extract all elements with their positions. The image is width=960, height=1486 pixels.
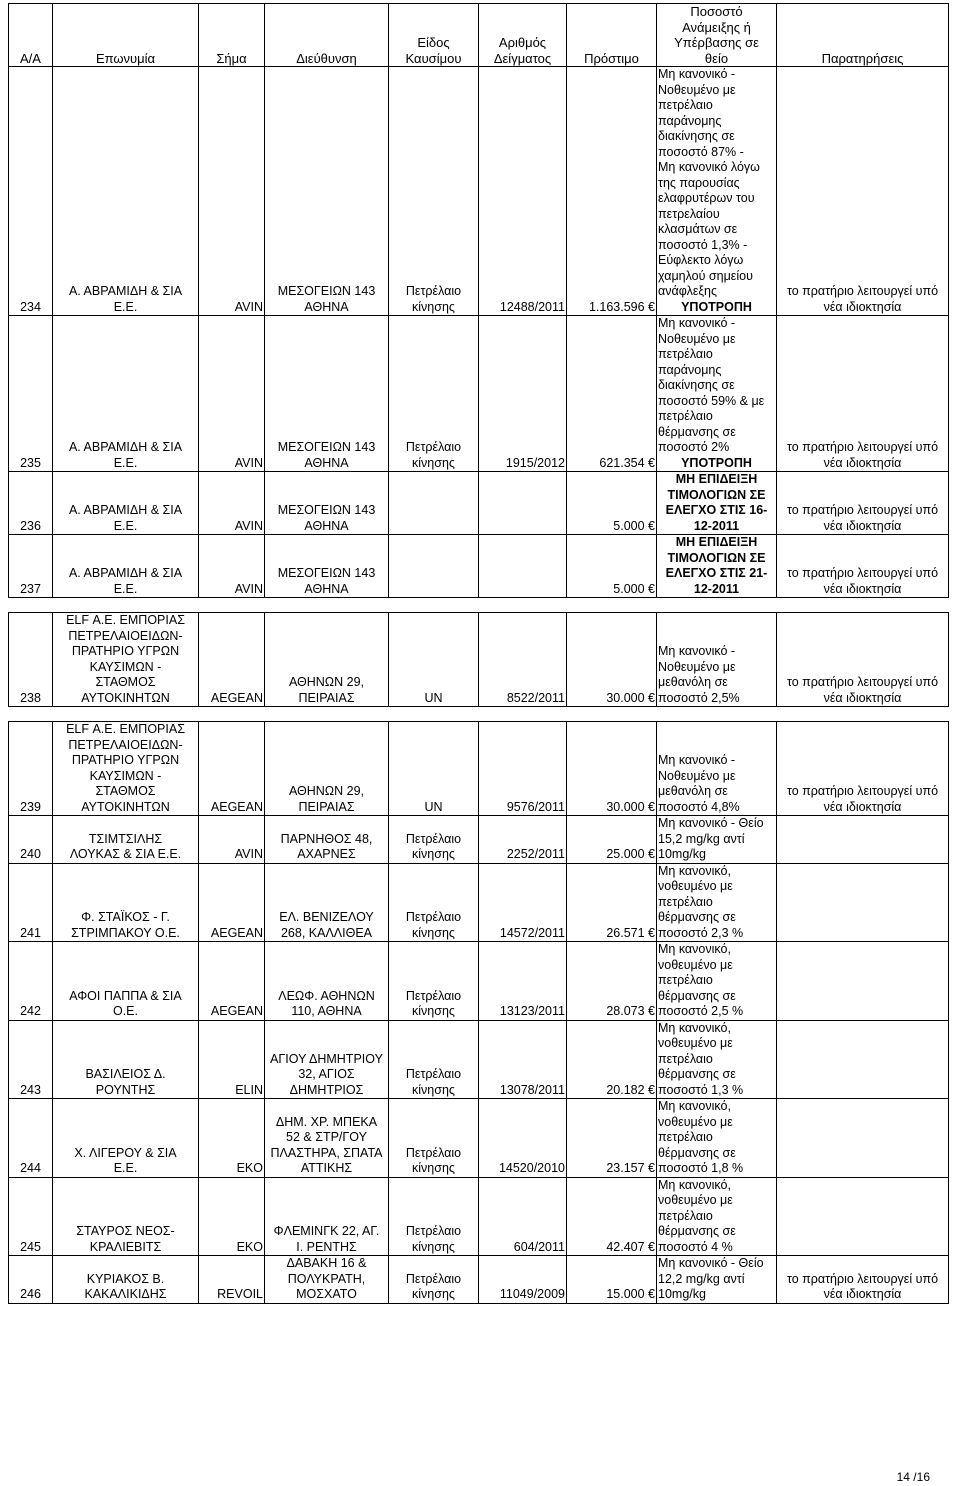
sample-number-cell: [479, 535, 567, 598]
table-row: [9, 613, 949, 707]
percentage-cell: [657, 722, 777, 816]
fine-value: 23.157: [606, 1161, 649, 1175]
row-number-cell: 241: [9, 863, 53, 942]
row-number-cell: 238: [9, 613, 53, 707]
euro-icon: €: [648, 1161, 655, 1175]
percentage-cell: [657, 316, 777, 472]
percentage-bold-text: ΜΗ ΕΠΙΔΕΙΞΗ ΤΙΜΟΛΟΓΙΩΝ ΣΕ ΕΛΕΓΧΟ ΣΤΙΣ 21- 12-2011: [665, 535, 768, 596]
percentage-cell: [657, 613, 777, 707]
fine-amount-cell: [567, 472, 657, 535]
table-row: [9, 863, 949, 942]
fine-value: 621.354: [599, 455, 649, 470]
brand-cell: AVIN: [199, 535, 265, 598]
percentage-text: Μη κανονικό, νοθευμένο με πετρέλαιο θέρμανσης σε ποσοστό 1,8 %: [658, 1099, 744, 1175]
fine-amount-cell: [567, 1020, 657, 1099]
fuel-type-cell: Πετρέλαιο κίνησης: [389, 1099, 479, 1178]
row-number-cell: 244: [9, 1099, 53, 1178]
sample-number-cell: 14520/2010: [479, 1099, 567, 1178]
sample-number-cell: [479, 472, 567, 535]
notes-cell: το πρατήριο λειτουργεί υπό νέα ιδιοκτησία: [777, 1256, 949, 1304]
fuel-type-cell: Πετρέλαιο κίνησης: [389, 1177, 479, 1256]
fuel-type-cell: [389, 472, 479, 535]
percentage-text: Μη κανονικό, νοθευμένο με πετρέλαιο θέρμανσης σε ποσοστό 2,3 %: [658, 863, 744, 940]
fine-amount-cell: [567, 535, 657, 598]
fine-value: 1.163.596: [588, 299, 649, 314]
notes-cell: [777, 1177, 949, 1256]
percentage-text: Μη κανονικό - Θείο 15,2 mg/kg αντί 10mg/kg: [658, 816, 764, 861]
sample-number-cell: 1915/2012: [479, 316, 567, 472]
header-cell: Πρόστιμο: [567, 4, 657, 67]
fine-value: 5.000: [613, 581, 649, 596]
fuel-type-cell: UN: [389, 722, 479, 816]
company-name-cell: Α. ΑΒΡΑΜΙΔΗ & ΣΙΑ Ε.Ε.: [53, 472, 199, 535]
table-row: [9, 1020, 949, 1099]
row-number-cell: 242: [9, 942, 53, 1021]
row-number-cell: 240: [9, 816, 53, 864]
fine-value: 26.571: [606, 925, 649, 940]
page-number: 14 /16: [896, 1470, 930, 1484]
row-number-cell: 236: [9, 472, 53, 535]
sample-number-cell: 11049/2009: [479, 1256, 567, 1304]
fine-amount-cell: [567, 942, 657, 1021]
percentage-cell: [657, 863, 777, 942]
fine-amount-cell: [567, 722, 657, 816]
euro-icon: €: [648, 299, 655, 314]
percentage-bold-text: ΜΗ ΕΠΙΔΕΙΞΗ ΤΙΜΟΛΟΓΙΩΝ ΣΕ ΕΛΕΓΧΟ ΣΤΙΣ 16- 12-2011: [665, 472, 768, 533]
notes-cell: το πρατήριο λειτουργεί υπό νέα ιδιοκτησία: [777, 535, 949, 598]
table-row: [9, 942, 949, 1021]
header-cell: Επωνυμία: [53, 4, 199, 67]
brand-cell: AVIN: [199, 816, 265, 864]
percentage-cell: [657, 1099, 777, 1178]
notes-cell: το πρατήριο λειτουργεί υπό νέα ιδιοκτησία: [777, 316, 949, 472]
euro-icon: €: [648, 518, 655, 533]
notes-cell: [777, 1020, 949, 1099]
notes-cell: το πρατήριο λειτουργεί υπό νέα ιδιοκτησία: [777, 613, 949, 707]
company-name-cell: ELF Α.Ε. ΕΜΠΟΡΙΑΣ ΠΕΤΡΕΛΑΙΟΕΙΔΩΝ- ΠΡΑΤΗΡΙΟ ΥΓΡΩΝ ΚΑΥΣΙΜΩΝ - ΣΤΑΘΜΟΣ ΑΥΤΟΚΙΝΗΤΩΝ: [53, 613, 199, 707]
sample-number-cell: 13078/2011: [479, 1020, 567, 1099]
table-row: [9, 1256, 949, 1304]
address-cell: ΑΓΙΟΥ ΔΗΜΗΤΡΙΟΥ 32, ΑΓΙΟΣ ΔΗΜΗΤΡΙΟΣ: [265, 1020, 389, 1099]
percentage-text: Μη κανονικό - Νοθευμένο με μεθανόλη σε ποσοστό 2,5%: [658, 644, 740, 705]
row-number-cell: 246: [9, 1256, 53, 1304]
fine-value: 30.000: [606, 799, 649, 814]
sample-number-cell: 2252/2011: [479, 816, 567, 864]
percentage-cell: [657, 1177, 777, 1256]
address-cell: ΕΛ. ΒΕΝΙΖΕΛΟΥ 268, ΚΑΛΛΙΘΕΑ: [265, 863, 389, 942]
company-name-cell: ΑΦΟΙ ΠΑΠΠΑ & ΣΙΑ Ο.Ε.: [53, 942, 199, 1021]
brand-cell: AEGEAN: [199, 863, 265, 942]
fine-value: 42.407: [606, 1239, 649, 1254]
percentage-text: Μη κανονικό - Νοθευμένο με μεθανόλη σε ποσοστό 4,8%: [658, 753, 740, 814]
table-row: [9, 722, 949, 816]
table-row: [9, 1099, 949, 1178]
fine-amount-cell: [567, 1256, 657, 1304]
header-cell: Είδος Καυσίμου: [389, 4, 479, 67]
company-name-cell: ΚΥΡΙΑΚΟΣ Β. ΚΑΚΑΛΙΚΙΔΗΣ: [53, 1256, 199, 1304]
spacer-row: [9, 598, 949, 613]
address-cell: ΛΕΩΦ. ΑΘΗΝΩΝ 110, ΑΘΗΝΑ: [265, 942, 389, 1021]
percentage-text: Μη κανονικό, νοθευμένο με πετρέλαιο θέρμανσης σε ποσοστό 1,3 %: [658, 1020, 744, 1097]
company-name-cell: ELF Α.Ε. ΕΜΠΟΡΙΑΣ ΠΕΤΡΕΛΑΙΟΕΙΔΩΝ- ΠΡΑΤΗΡΙΟ ΥΓΡΩΝ ΚΑΥΣΙΜΩΝ - ΣΤΑΘΜΟΣ ΑΥΤΟΚΙΝΗΤΩΝ: [53, 722, 199, 816]
fuel-type-cell: Πετρέλαιο κίνησης: [389, 1256, 479, 1304]
table-row: [9, 67, 949, 316]
percentage-text: Μη κανονικό, νοθευμένο με πετρέλαιο θέρμανσης σε ποσοστό 2,5 %: [658, 942, 744, 1018]
header-cell: Α/Α: [9, 4, 53, 67]
fine-value: 20.182: [606, 1082, 649, 1097]
header-row: [9, 4, 949, 67]
notes-cell: [777, 816, 949, 864]
company-name-cell: Α. ΑΒΡΑΜΙΔΗ & ΣΙΑ Ε.Ε.: [53, 67, 199, 316]
percentage-text: Μη κανονικό - Θείο 12,2 mg/kg αντί 10mg/kg: [658, 1256, 764, 1301]
brand-cell: AEGEAN: [199, 722, 265, 816]
brand-cell: AEGEAN: [199, 613, 265, 707]
fuel-type-cell: Πετρέλαιο κίνησης: [389, 816, 479, 864]
fine-value: 5.000: [613, 518, 649, 533]
percentage-cell: [657, 816, 777, 864]
table-row: [9, 472, 949, 535]
notes-cell: [777, 942, 949, 1021]
company-name-cell: Α. ΑΒΡΑΜΙΔΗ & ΣΙΑ Ε.Ε.: [53, 535, 199, 598]
fine-amount-cell: [567, 1099, 657, 1178]
fine-value: 25.000: [606, 847, 649, 861]
address-cell: ΑΘΗΝΩΝ 29, ΠΕΙΡΑΙΑΣ: [265, 722, 389, 816]
header-cell: Παρατηρήσεις: [777, 4, 949, 67]
spacer-cell: [9, 707, 949, 722]
euro-icon: €: [648, 925, 655, 940]
fuel-type-cell: Πετρέλαιο κίνησης: [389, 863, 479, 942]
address-cell: ΔΑΒΑΚΗ 16 & ΠΟΛΥΚΡΑΤΗ, ΜΟΣΧΑΤΟ: [265, 1256, 389, 1304]
fine-value: 28.073: [606, 1004, 649, 1018]
euro-icon: €: [648, 455, 655, 470]
percentage-text: Μη κανονικό, νοθευμένο με πετρέλαιο θέρμανσης σε ποσοστό 4 %: [658, 1177, 736, 1254]
fine-value: 30.000: [606, 690, 649, 705]
header-cell: Σήμα: [199, 4, 265, 67]
row-number-cell: 235: [9, 316, 53, 472]
fine-value: 15.000: [606, 1287, 649, 1301]
sample-number-cell: 604/2011: [479, 1177, 567, 1256]
company-name-cell: Χ. ΛΙΓΕΡΟΥ & ΣΙΑ Ε.Ε.: [53, 1099, 199, 1178]
notes-cell: [777, 863, 949, 942]
percentage-cell: [657, 535, 777, 598]
address-cell: ΑΘΗΝΩΝ 29, ΠΕΙΡΑΙΑΣ: [265, 613, 389, 707]
fine-amount-cell: [567, 816, 657, 864]
address-cell: ΜΕΣΟΓΕΙΩΝ 143 ΑΘΗΝΑ: [265, 472, 389, 535]
percentage-text: Μη κανονικό - Νοθευμένο με πετρέλαιο παράνομης διακίνησης σε ποσοστό 87% - Μη κανονικό λόγω της παρουσίας ελαφρυτέρων του πετρελαίου κλασμάτων σε ποσοστό 1,3% - Εύφλεκτο λόγω χαμηλού σημείου ανάφλεξης: [658, 67, 760, 298]
row-number-cell: 237: [9, 535, 53, 598]
fuel-type-cell: Πετρέλαιο κίνησης: [389, 67, 479, 316]
address-cell: ΦΛΕΜΙΝΓΚ 22, ΑΓ. Ι. ΡΕΝΤΗΣ: [265, 1177, 389, 1256]
fine-amount-cell: [567, 1177, 657, 1256]
notes-cell: το πρατήριο λειτουργεί υπό νέα ιδιοκτησία: [777, 722, 949, 816]
company-name-cell: ΒΑΣΙΛΕΙΟΣ Δ. ΡΟΥΝΤΗΣ: [53, 1020, 199, 1099]
percentage-bold-text: ΥΠΟΤΡΟΠΗ: [681, 299, 752, 314]
address-cell: ΠΑΡΝΗΘΟΣ 48, ΑΧΑΡΝΕΣ: [265, 816, 389, 864]
brand-cell: REVOIL: [199, 1256, 265, 1304]
percentage-cell: [657, 942, 777, 1021]
notes-cell: το πρατήριο λειτουργεί υπό νέα ιδιοκτησία: [777, 472, 949, 535]
brand-cell: EKO: [199, 1177, 265, 1256]
sample-number-cell: 12488/2011: [479, 67, 567, 316]
company-name-cell: ΤΣΙΜΤΣΙΛΗΣ ΛΟΥΚΑΣ & ΣΙΑ Ε.Ε.: [53, 816, 199, 864]
spacer-row: [9, 707, 949, 722]
percentage-cell: [657, 67, 777, 316]
table-row: [9, 1177, 949, 1256]
percentage-bold-text: ΥΠΟΤΡΟΠΗ: [681, 455, 752, 470]
percentage-cell: [657, 1020, 777, 1099]
percentage-cell: [657, 1256, 777, 1304]
sample-number-cell: 14572/2011: [479, 863, 567, 942]
company-name-cell: ΣΤΑΥΡΟΣ ΝΕΟΣ- ΚΡΑΛΙΕΒΙΤΣ: [53, 1177, 199, 1256]
euro-icon: €: [648, 1239, 655, 1254]
fuel-type-cell: [389, 535, 479, 598]
address-cell: ΜΕΣΟΓΕΙΩΝ 143 ΑΘΗΝΑ: [265, 316, 389, 472]
brand-cell: AVIN: [199, 316, 265, 472]
percentage-text: Μη κανονικό - Νοθευμένο με πετρέλαιο παράνομης διακίνησης σε ποσοστό 59% & με πετρέλαιο θέρμανσης σε ποσοστό 2%: [658, 316, 765, 454]
euro-icon: €: [648, 581, 655, 596]
euro-icon: €: [648, 847, 655, 861]
fuel-type-cell: Πετρέλαιο κίνησης: [389, 1020, 479, 1099]
fine-amount-cell: [567, 67, 657, 316]
notes-cell: [777, 1099, 949, 1178]
row-number-cell: 234: [9, 67, 53, 316]
row-number-cell: 239: [9, 722, 53, 816]
brand-cell: ELIN: [199, 1020, 265, 1099]
company-name-cell: Φ. ΣΤΑΪΚΟΣ - Γ. ΣΤΡΙΜΠΑΚΟΥ Ο.Ε.: [53, 863, 199, 942]
header-cell: Ποσοστό Ανάμειξης ή Υπέρβασης σε θείο: [657, 4, 777, 67]
spacer-cell: [9, 598, 949, 613]
euro-icon: €: [648, 690, 655, 705]
percentage-cell: [657, 472, 777, 535]
fines-table: [8, 3, 949, 1304]
euro-icon: €: [648, 1287, 655, 1301]
notes-cell: το πρατήριο λειτουργεί υπό νέα ιδιοκτησία: [777, 67, 949, 316]
fine-amount-cell: [567, 613, 657, 707]
sample-number-cell: 8522/2011: [479, 613, 567, 707]
sample-number-cell: 9576/2011: [479, 722, 567, 816]
fuel-type-cell: Πετρέλαιο κίνησης: [389, 942, 479, 1021]
fine-amount-cell: [567, 316, 657, 472]
brand-cell: EKO: [199, 1099, 265, 1178]
address-cell: ΜΕΣΟΓΕΙΩΝ 143 ΑΘΗΝΑ: [265, 67, 389, 316]
sample-number-cell: 13123/2011: [479, 942, 567, 1021]
brand-cell: AVIN: [199, 472, 265, 535]
table-row: [9, 316, 949, 472]
euro-icon: €: [648, 799, 655, 814]
header-cell: Αριθμός Δείγματος: [479, 4, 567, 67]
brand-cell: AEGEAN: [199, 942, 265, 1021]
row-number-cell: 245: [9, 1177, 53, 1256]
table-body: [9, 67, 949, 1304]
company-name-cell: Α. ΑΒΡΑΜΙΔΗ & ΣΙΑ Ε.Ε.: [53, 316, 199, 472]
euro-icon: €: [648, 1004, 655, 1018]
address-cell: ΔΗΜ. ΧΡ. ΜΠΕΚΑ 52 & ΣΤΡ/ΓΟΥ ΠΛΑΣΤΗΡΑ, ΣΠΑΤΑ ΑΤΤΙΚΗΣ: [265, 1099, 389, 1178]
row-number-cell: 243: [9, 1020, 53, 1099]
brand-cell: AVIN: [199, 67, 265, 316]
fuel-type-cell: Πετρέλαιο κίνησης: [389, 316, 479, 472]
address-cell: ΜΕΣΟΓΕΙΩΝ 143 ΑΘΗΝΑ: [265, 535, 389, 598]
euro-icon: €: [648, 1082, 655, 1097]
table-row: [9, 535, 949, 598]
header-cell: Διεύθυνση: [265, 4, 389, 67]
table-row: [9, 816, 949, 864]
fine-amount-cell: [567, 863, 657, 942]
fuel-type-cell: UN: [389, 613, 479, 707]
